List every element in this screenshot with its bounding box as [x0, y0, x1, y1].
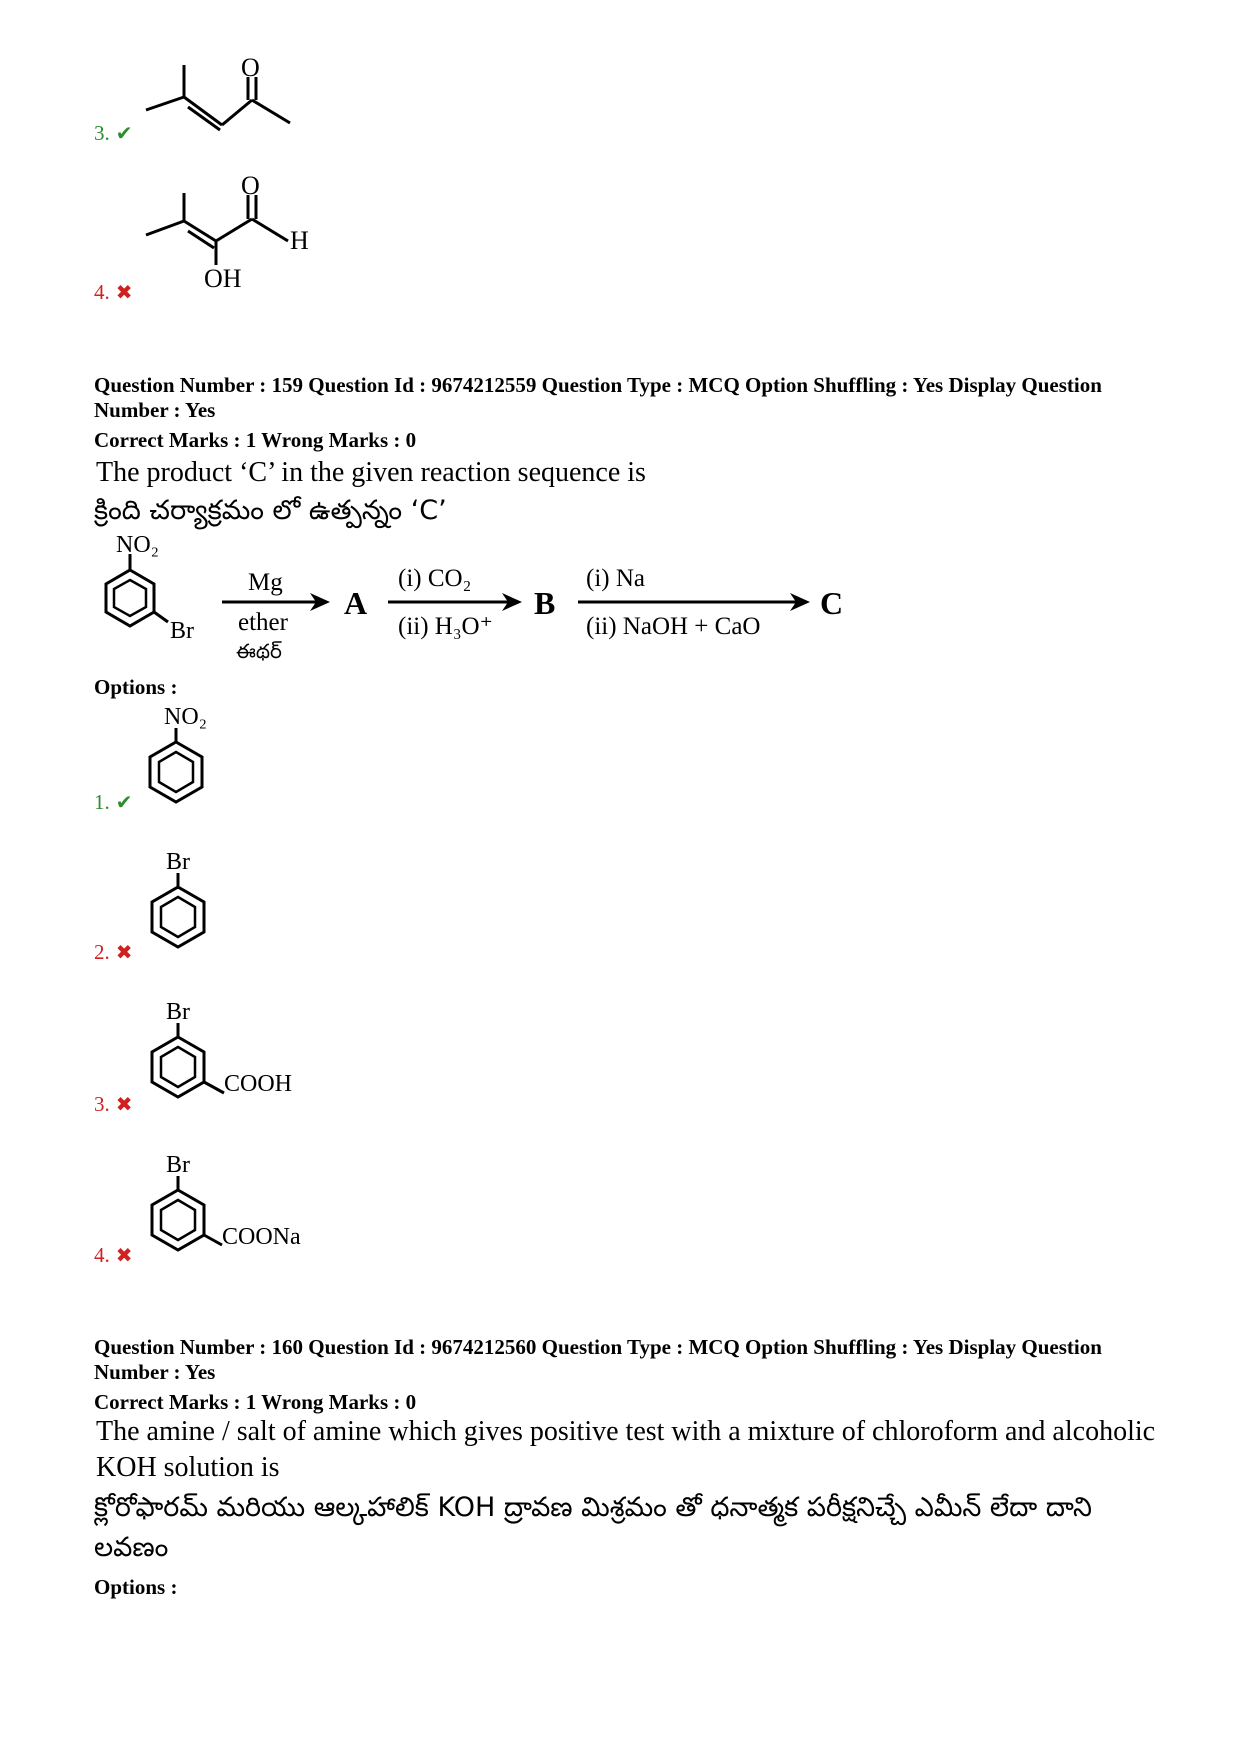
cross-icon: ✖	[115, 1243, 133, 1267]
cross-icon: ✖	[115, 940, 133, 964]
q159-option-2-structure	[140, 845, 260, 955]
option-2-substituent: Br	[166, 849, 190, 875]
option-3-substituent-top: Br	[166, 999, 190, 1025]
q160-options-label: Options :	[94, 1575, 178, 1599]
cross-icon: ✖	[115, 1092, 133, 1116]
q159-text-te: క్రింది చర్యాక్రమం లో ఉత్పన్నం ‘C’	[94, 495, 447, 526]
step1-bottom-te: ఈథర్	[236, 641, 282, 663]
svg-text:O: O	[241, 175, 260, 200]
q159-options-label: Options :	[94, 675, 178, 699]
product-a: A	[344, 585, 368, 621]
svg-text:O: O	[241, 55, 260, 82]
reactant-ring	[106, 554, 168, 626]
q159-header: Question Number : 159 Question Id : 9674212559 Question Type : MCQ Option Shuffling : Yes Display Question Number : Yes	[94, 373, 1102, 422]
q159-option-2: 2. ✖	[94, 940, 133, 964]
q159-option-4: 4. ✖	[94, 1243, 133, 1267]
cross-icon: ✖	[115, 280, 133, 304]
product-b: B	[534, 585, 556, 621]
q159-option-3-structure	[140, 995, 340, 1110]
q159-option-1-structure	[140, 700, 260, 810]
step3-top: (i) Na	[586, 565, 645, 592]
q159-option-3: 3. ✖	[94, 1092, 133, 1116]
step3-bottom: (ii) NaOH + CaO	[586, 613, 761, 640]
option-1-substituent: NO₂	[164, 704, 208, 730]
q160-marks: Correct Marks : 1 Wrong Marks : 0	[94, 1390, 417, 1414]
product-c: C	[820, 585, 844, 621]
svg-text:OH: OH	[204, 264, 242, 293]
prev-option-4: 4. ✖	[94, 280, 133, 304]
prev-option-3-structure	[140, 55, 300, 135]
svg-text:H: H	[290, 226, 309, 255]
reactant-no2: NO₂	[116, 532, 160, 558]
option-4-substituent-side: COONa	[222, 1224, 301, 1250]
step2-bottom: (ii) H₃O⁺	[398, 613, 493, 640]
q160-text-en: The amine / salt of amine which gives positive test with a mixture of chloroform and alcoholic KOH solution is	[96, 1416, 1156, 1483]
prev-option-3: 3. ✔	[94, 121, 133, 145]
option-4-substituent-top: Br	[166, 1152, 190, 1178]
q160-text-te: క్లోరోఫారమ్ మరియు ఆల్కహాలిక్ KOH ద్రావణ మిశ్రమం తో ధనాత్మక పరీక్షనిచ్చే ఎమీన్ లేదా దాని లవణం	[94, 1492, 1092, 1563]
q159-option-1: 1. ✔	[94, 790, 133, 814]
q159-text-en: The product ‘C’ in the given reaction sequence is	[96, 457, 646, 488]
prev-option-4-structure	[140, 175, 320, 295]
option-3-substituent-side: COOH	[224, 1071, 293, 1097]
q159-reaction-scheme	[90, 530, 870, 680]
check-icon: ✔	[115, 790, 133, 814]
q160-header: Question Number : 160 Question Id : 9674212560 Question Type : MCQ Option Shuffling : Yes Display Question Number : Yes	[94, 1335, 1102, 1384]
step1-top: Mg	[248, 569, 283, 596]
step2-top: (i) CO₂	[398, 565, 472, 592]
check-icon: ✔	[115, 121, 133, 145]
reactant-br: Br	[170, 618, 194, 644]
q159-marks: Correct Marks : 1 Wrong Marks : 0	[94, 428, 417, 452]
step1-bottom: ether	[238, 609, 288, 636]
q159-option-4-structure	[140, 1148, 350, 1263]
